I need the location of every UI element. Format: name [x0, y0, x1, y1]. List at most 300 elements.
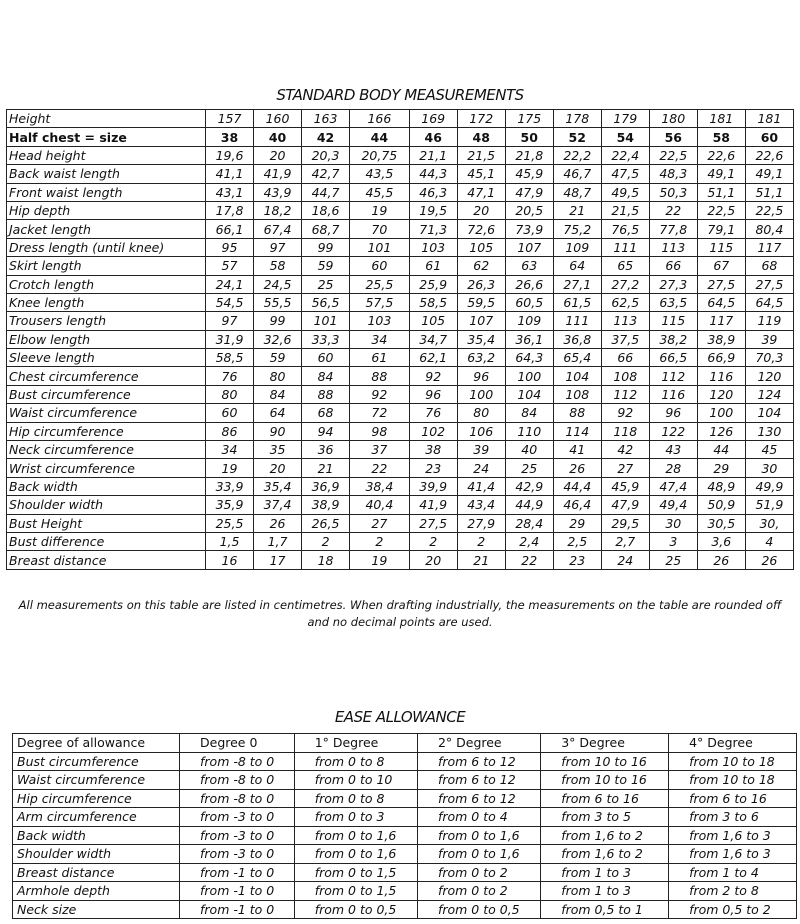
- measurement-value: 124: [745, 385, 793, 403]
- measurement-value: 79,1: [697, 220, 745, 238]
- measurement-value: 27,5: [697, 275, 745, 293]
- measurement-row: [7, 441, 794, 459]
- measurement-value: 109: [505, 312, 553, 330]
- measurement-value: 113: [601, 312, 649, 330]
- measurement-value: 29: [697, 459, 745, 477]
- measurement-value: 47,5: [601, 165, 649, 183]
- measurement-value: 114: [553, 422, 601, 440]
- measurement-value: 25,5: [206, 514, 254, 532]
- measurement-value: 96: [409, 385, 457, 403]
- ease-label: Shoulder width: [13, 845, 180, 864]
- ease-value: from -3 to 0: [180, 808, 295, 827]
- measurement-value: 97: [254, 238, 302, 256]
- measurement-row: [7, 330, 794, 348]
- measurement-value: 104: [553, 367, 601, 385]
- measurement-value: 25,9: [409, 275, 457, 293]
- ease-row: [13, 771, 797, 790]
- measurement-value: 80: [254, 367, 302, 385]
- measurement-row: [7, 293, 794, 311]
- measurement-label: Breast distance: [7, 551, 206, 569]
- measurement-value: 16: [206, 551, 254, 569]
- measurement-value: 63: [505, 257, 553, 275]
- measurement-value: 120: [697, 385, 745, 403]
- measurement-value: 88: [302, 385, 350, 403]
- measurement-value: 73,9: [505, 220, 553, 238]
- measurement-value: 20: [254, 146, 302, 164]
- ease-value: from -8 to 0: [180, 771, 295, 790]
- measurement-value: 39: [457, 441, 505, 459]
- measurement-value: 108: [601, 367, 649, 385]
- ease-value: from 1 to 3: [541, 882, 669, 901]
- measurement-value: 39,9: [409, 477, 457, 495]
- measurement-value: 21,8: [505, 146, 553, 164]
- measurement-value: 181: [745, 110, 793, 128]
- measurement-value: 117: [745, 238, 793, 256]
- ease-header-cell: 4° Degree: [669, 734, 797, 753]
- measurement-value: 60: [302, 349, 350, 367]
- measurement-value: 42,7: [302, 165, 350, 183]
- ease-value: from 6 to 12: [417, 789, 540, 808]
- measurement-label: Bust difference: [7, 532, 206, 550]
- measurement-value: 42: [601, 441, 649, 459]
- ease-header-cell: Degree 0: [180, 734, 295, 753]
- measurement-value: 97: [206, 312, 254, 330]
- measurement-value: 122: [649, 422, 697, 440]
- measurement-label: Jacket length: [7, 220, 206, 238]
- measurement-row: [7, 514, 794, 532]
- measurement-value: 47,9: [601, 496, 649, 514]
- measurement-value: 1,5: [206, 532, 254, 550]
- measurement-value: 48,7: [553, 183, 601, 201]
- measurement-value: 22,2: [553, 146, 601, 164]
- measurement-value: 24,5: [254, 275, 302, 293]
- measurement-value: 110: [505, 422, 553, 440]
- measurement-value: 40,4: [350, 496, 410, 514]
- measurement-value: 23: [409, 459, 457, 477]
- measurement-value: 60: [206, 404, 254, 422]
- measurement-value: 46,4: [553, 496, 601, 514]
- measurement-value: 35,9: [206, 496, 254, 514]
- measurement-value: 27,5: [745, 275, 793, 293]
- measurement-value: 18,6: [302, 201, 350, 219]
- measurement-value: 115: [697, 238, 745, 256]
- ease-header-row: [13, 734, 797, 753]
- ease-row: [13, 826, 797, 845]
- ease-value: from 1,6 to 3: [669, 845, 797, 864]
- measurement-value: 21: [457, 551, 505, 569]
- measurement-value: 45,1: [457, 165, 505, 183]
- measurement-value: 51,1: [745, 183, 793, 201]
- measurement-value: 49,9: [745, 477, 793, 495]
- measurement-value: 19,5: [409, 201, 457, 219]
- ease-label: Breast distance: [13, 863, 180, 882]
- ease-label: Bust circumference: [13, 752, 180, 771]
- measurement-value: 56,5: [302, 293, 350, 311]
- measurement-label: Hip depth: [7, 201, 206, 219]
- measurement-value: 32,6: [254, 330, 302, 348]
- measurement-value: 38: [409, 441, 457, 459]
- measurement-value: 50,9: [697, 496, 745, 514]
- measurement-value: 58,5: [206, 349, 254, 367]
- measurement-value: 95: [206, 238, 254, 256]
- measurement-value: 100: [457, 385, 505, 403]
- measurement-value: 51,1: [697, 183, 745, 201]
- ease-value: from -3 to 0: [180, 826, 295, 845]
- measurement-value: 111: [601, 238, 649, 256]
- measurement-value: 107: [457, 312, 505, 330]
- measurement-value: 22: [505, 551, 553, 569]
- measurement-value: 104: [505, 385, 553, 403]
- ease-value: from 6 to 12: [417, 771, 540, 790]
- measurement-value: 104: [745, 404, 793, 422]
- measurement-value: 26: [254, 514, 302, 532]
- measurement-value: 48,3: [649, 165, 697, 183]
- measurement-value: 63,2: [457, 349, 505, 367]
- ease-value: from 1,6 to 2: [541, 826, 669, 845]
- ease-value: from 0 to 1,6: [294, 826, 417, 845]
- measurement-value: 18: [302, 551, 350, 569]
- measurement-label: Back width: [7, 477, 206, 495]
- ease-row: [13, 752, 797, 771]
- measurement-value: 65,4: [553, 349, 601, 367]
- measurement-value: 2: [350, 532, 410, 550]
- measurement-value: 22,4: [601, 146, 649, 164]
- measurement-value: 49,1: [697, 165, 745, 183]
- ease-value: from 0 to 1,6: [417, 845, 540, 864]
- measurement-value: 47,1: [457, 183, 505, 201]
- measurement-value: 34: [206, 441, 254, 459]
- measurement-value: 84: [302, 367, 350, 385]
- ease-title: EASE ALLOWANCE: [334, 708, 466, 726]
- measurement-value: 101: [350, 238, 410, 256]
- measurement-value: 72: [350, 404, 410, 422]
- measurement-value: 3,6: [697, 532, 745, 550]
- measurement-value: 64,5: [697, 293, 745, 311]
- measurement-value: 103: [409, 238, 457, 256]
- measurement-value: 71,3: [409, 220, 457, 238]
- measurement-value: 33,3: [302, 330, 350, 348]
- ease-label: Waist circumference: [13, 771, 180, 790]
- measurement-value: 43: [649, 441, 697, 459]
- ease-label: Arm circumference: [13, 808, 180, 827]
- measurement-value: 90: [254, 422, 302, 440]
- measurement-value: 70: [350, 220, 410, 238]
- measurement-value: 3: [649, 532, 697, 550]
- measurement-value: 100: [505, 367, 553, 385]
- measurement-row: [7, 201, 794, 219]
- ease-value: from 0 to 0,5: [417, 900, 540, 919]
- measurement-value: 21,5: [457, 146, 505, 164]
- measurement-label: Bust circumference: [7, 385, 206, 403]
- ease-value: from 0 to 4: [417, 808, 540, 827]
- measurement-value: 44,9: [505, 496, 553, 514]
- measurement-row: [7, 312, 794, 330]
- measurement-value: 43,1: [206, 183, 254, 201]
- measurement-value: 88: [350, 367, 410, 385]
- measurement-value: 116: [649, 385, 697, 403]
- ease-value: from -3 to 0: [180, 845, 295, 864]
- measurement-label: Skirt length: [7, 257, 206, 275]
- measurement-value: 178: [553, 110, 601, 128]
- ease-value: from 3 to 6: [669, 808, 797, 827]
- ease-row: [13, 900, 797, 919]
- measurement-label: Front waist length: [7, 183, 206, 201]
- measurement-label: Height: [7, 110, 206, 128]
- measurement-value: 2: [302, 532, 350, 550]
- measurement-value: 180: [649, 110, 697, 128]
- measurement-value: 20,5: [505, 201, 553, 219]
- measurement-row: [7, 422, 794, 440]
- measurement-value: 41,9: [254, 165, 302, 183]
- ease-value: from 0 to 1,6: [294, 845, 417, 864]
- measurement-value: 118: [601, 422, 649, 440]
- measurement-value: 38: [206, 128, 254, 146]
- measurement-value: 160: [254, 110, 302, 128]
- measurement-value: 43,5: [350, 165, 410, 183]
- measurement-value: 113: [649, 238, 697, 256]
- measurement-row: [7, 385, 794, 403]
- measurement-value: 38,9: [697, 330, 745, 348]
- measurement-row: [7, 275, 794, 293]
- measurement-value: 64,3: [505, 349, 553, 367]
- measurement-value: 40: [505, 441, 553, 459]
- measurement-row: [7, 532, 794, 550]
- measurement-value: 20: [254, 459, 302, 477]
- ease-value: from 2 to 8: [669, 882, 797, 901]
- measurement-value: 21,5: [601, 201, 649, 219]
- measurement-value: 40: [254, 128, 302, 146]
- measurement-value: 65: [601, 257, 649, 275]
- measurement-value: 126: [697, 422, 745, 440]
- measurement-value: 43,9: [254, 183, 302, 201]
- measurement-value: 25: [649, 551, 697, 569]
- measurement-value: 35: [254, 441, 302, 459]
- measurement-value: 42,9: [505, 477, 553, 495]
- measurement-value: 22,5: [697, 201, 745, 219]
- measurement-label: Back waist length: [7, 165, 206, 183]
- measurement-label: Dress length (until knee): [7, 238, 206, 256]
- measurement-value: 26,6: [505, 275, 553, 293]
- measurement-value: 169: [409, 110, 457, 128]
- measurement-value: 26: [553, 459, 601, 477]
- measurement-value: 43,4: [457, 496, 505, 514]
- measurement-value: 20,3: [302, 146, 350, 164]
- ease-value: from 3 to 5: [541, 808, 669, 827]
- measurement-value: 59: [254, 349, 302, 367]
- ease-table: [12, 733, 797, 919]
- measurement-value: 27,1: [553, 275, 601, 293]
- measurement-value: 27: [350, 514, 410, 532]
- measurement-value: 36,8: [553, 330, 601, 348]
- measurement-value: 64,5: [745, 293, 793, 311]
- measurement-value: 51,9: [745, 496, 793, 514]
- measurement-value: 59,5: [457, 293, 505, 311]
- ease-value: from -1 to 0: [180, 900, 295, 919]
- measurement-value: 44: [697, 441, 745, 459]
- measurement-value: 29: [553, 514, 601, 532]
- measurements-title: STANDARD BODY MEASUREMENTS: [276, 86, 524, 104]
- measurement-value: 107: [505, 238, 553, 256]
- ease-row: [13, 789, 797, 808]
- measurement-value: 120: [745, 367, 793, 385]
- measurement-value: 22,5: [745, 201, 793, 219]
- measurement-value: 92: [409, 367, 457, 385]
- measurement-label: Chest circumference: [7, 367, 206, 385]
- measurement-value: 30,: [745, 514, 793, 532]
- measurement-value: 96: [457, 367, 505, 385]
- measurement-label: Waist circumference: [7, 404, 206, 422]
- ease-label: Armhole depth: [13, 882, 180, 901]
- measurement-value: 44,4: [553, 477, 601, 495]
- measurement-value: 19: [350, 201, 410, 219]
- measurement-value: 112: [649, 367, 697, 385]
- measurement-value: 20: [457, 201, 505, 219]
- measurement-value: 24: [457, 459, 505, 477]
- measurement-value: 38,2: [649, 330, 697, 348]
- measurement-value: 46,3: [409, 183, 457, 201]
- measurement-value: 62: [457, 257, 505, 275]
- measurement-value: 115: [649, 312, 697, 330]
- ease-value: from -8 to 0: [180, 789, 295, 808]
- measurement-label: Half chest = size: [7, 128, 206, 146]
- ease-value: from 10 to 18: [669, 752, 797, 771]
- ease-value: from 0 to 1,5: [294, 882, 417, 901]
- measurement-label: Head height: [7, 146, 206, 164]
- measurement-value: 23: [553, 551, 601, 569]
- measurement-value: 72,6: [457, 220, 505, 238]
- measurement-label: Hip circumference: [7, 422, 206, 440]
- measurement-value: 50,3: [649, 183, 697, 201]
- measurement-value: 49,4: [649, 496, 697, 514]
- measurement-value: 103: [350, 312, 410, 330]
- measurement-value: 39: [745, 330, 793, 348]
- ease-value: from 0 to 10: [294, 771, 417, 790]
- measurement-value: 98: [350, 422, 410, 440]
- ease-value: from -8 to 0: [180, 752, 295, 771]
- ease-header-cell: 3° Degree: [541, 734, 669, 753]
- measurement-value: 64: [254, 404, 302, 422]
- measurement-value: 26: [745, 551, 793, 569]
- measurement-label: Trousers length: [7, 312, 206, 330]
- measurement-row: [7, 257, 794, 275]
- measurement-value: 28,4: [505, 514, 553, 532]
- measurement-label: Bust Height: [7, 514, 206, 532]
- measurement-value: 181: [697, 110, 745, 128]
- ease-value: from 6 to 12: [417, 752, 540, 771]
- measurement-row: [7, 404, 794, 422]
- measurement-value: 76: [409, 404, 457, 422]
- measurement-value: 64: [553, 257, 601, 275]
- measurement-value: 41,1: [206, 165, 254, 183]
- measurement-row: [7, 551, 794, 569]
- measurement-value: 20,75: [350, 146, 410, 164]
- measurement-value: 58,5: [409, 293, 457, 311]
- measurement-value: 34,7: [409, 330, 457, 348]
- ease-value: from 10 to 18: [669, 771, 797, 790]
- measurement-value: 36,9: [302, 477, 350, 495]
- measurement-value: 30: [745, 459, 793, 477]
- measurement-value: 84: [254, 385, 302, 403]
- ease-value: from 10 to 16: [541, 752, 669, 771]
- ease-value: from 0 to 1,6: [417, 826, 540, 845]
- ease-value: from 10 to 16: [541, 771, 669, 790]
- ease-row: [13, 845, 797, 864]
- measurement-value: 66: [649, 257, 697, 275]
- measurement-value: 35,4: [457, 330, 505, 348]
- measurement-value: 172: [457, 110, 505, 128]
- measurement-value: 54: [601, 128, 649, 146]
- measurement-row: [7, 110, 794, 128]
- measurement-value: 45,5: [350, 183, 410, 201]
- ease-value: from -1 to 0: [180, 882, 295, 901]
- measurement-value: 1,7: [254, 532, 302, 550]
- measurement-value: 17: [254, 551, 302, 569]
- ease-label: Hip circumference: [13, 789, 180, 808]
- measurement-value: 109: [553, 238, 601, 256]
- measurement-value: 22,6: [745, 146, 793, 164]
- ease-row: [13, 882, 797, 901]
- measurement-value: 27,9: [457, 514, 505, 532]
- measurement-value: 92: [601, 404, 649, 422]
- measurement-value: 77,8: [649, 220, 697, 238]
- measurement-value: 44,3: [409, 165, 457, 183]
- measurement-value: 30,5: [697, 514, 745, 532]
- measurement-label: Shoulder width: [7, 496, 206, 514]
- measurement-value: 58: [254, 257, 302, 275]
- measurement-value: 45,9: [601, 477, 649, 495]
- ease-value: from 1 to 4: [669, 863, 797, 882]
- measurement-value: 45: [745, 441, 793, 459]
- measurement-value: 28: [649, 459, 697, 477]
- measurement-value: 38,4: [350, 477, 410, 495]
- measurement-value: 166: [350, 110, 410, 128]
- measurement-value: 35,4: [254, 477, 302, 495]
- measurement-row: [7, 220, 794, 238]
- measurement-value: 21: [553, 201, 601, 219]
- ease-value: from 0,5 to 1: [541, 900, 669, 919]
- ease-value: from -1 to 0: [180, 863, 295, 882]
- measurement-value: 22,5: [649, 146, 697, 164]
- measurement-value: 96: [649, 404, 697, 422]
- measurement-value: 48,9: [697, 477, 745, 495]
- measurement-value: 24,1: [206, 275, 254, 293]
- measurement-value: 76: [206, 367, 254, 385]
- measurement-row: [7, 496, 794, 514]
- measurement-value: 111: [553, 312, 601, 330]
- measurement-value: 60: [745, 128, 793, 146]
- measurement-value: 94: [302, 422, 350, 440]
- measurement-value: 100: [697, 404, 745, 422]
- ease-value: from 0 to 2: [417, 863, 540, 882]
- measurement-value: 80: [457, 404, 505, 422]
- measurement-row: [7, 128, 794, 146]
- measurement-value: 37,4: [254, 496, 302, 514]
- measurement-value: 2,5: [553, 532, 601, 550]
- measurement-value: 25: [505, 459, 553, 477]
- measurement-value: 68: [745, 257, 793, 275]
- measurement-row: [7, 183, 794, 201]
- measurement-row: [7, 349, 794, 367]
- measurement-value: 27: [601, 459, 649, 477]
- measurement-value: 99: [254, 312, 302, 330]
- measurement-value: 47,4: [649, 477, 697, 495]
- measurement-value: 130: [745, 422, 793, 440]
- measurement-value: 116: [697, 367, 745, 385]
- measurement-value: 24: [601, 551, 649, 569]
- ease-row: [13, 863, 797, 882]
- ease-row: [13, 808, 797, 827]
- ease-header-cell: 2° Degree: [417, 734, 540, 753]
